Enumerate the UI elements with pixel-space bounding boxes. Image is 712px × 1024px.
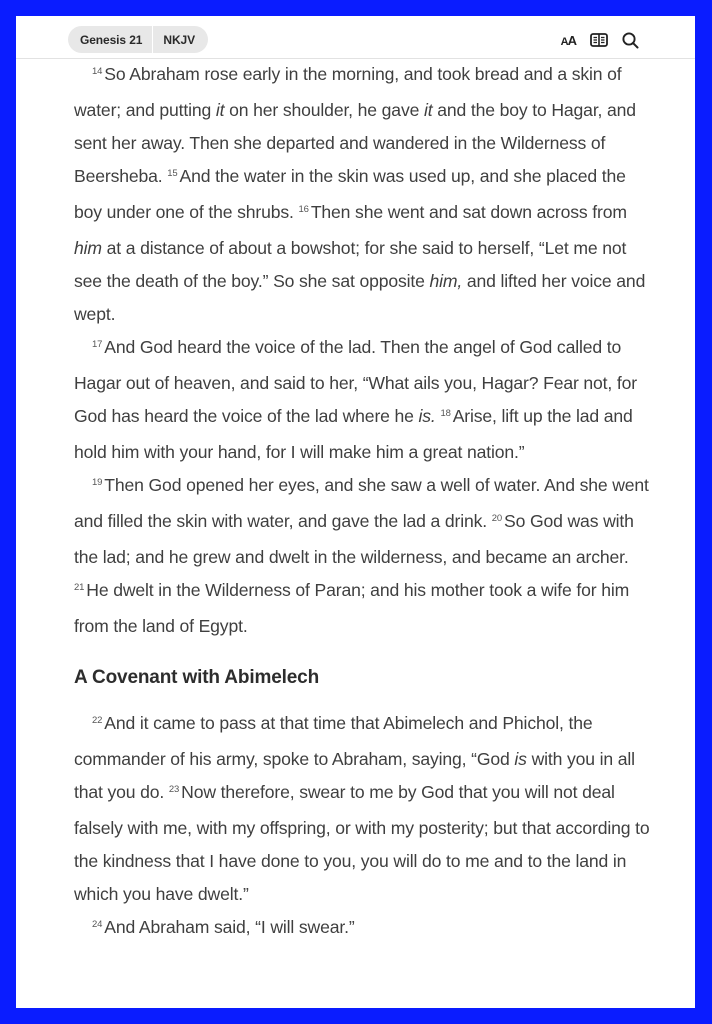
verse-number[interactable]: 19 [92, 477, 103, 488]
verse-paragraph [74, 469, 654, 643]
italic-supplied-word: him [74, 238, 102, 258]
verse-paragraph [74, 707, 654, 911]
italic-supplied-word: it [423, 100, 433, 120]
translation-button[interactable]: NKJV [152, 26, 208, 53]
verse-text[interactable]: And Abraham said, “I will swear.” [104, 917, 355, 937]
verse-paragraph [74, 58, 654, 331]
verse-text[interactable]: at a distance of about a bowshot; for she said to herself, “Let me not see the death of the boy.” So she sat opposite [74, 238, 627, 291]
verse-text[interactable]: and the boy to Hagar, and sent her away. Then she departed and wandered in the Wilderness of Beersheba. [74, 100, 636, 186]
verse-number[interactable]: 14 [92, 66, 103, 77]
paragraphs-after-heading [74, 707, 654, 947]
italic-supplied-word: is. [418, 406, 436, 426]
verse-text[interactable]: Arise, lift up the lad and hold him with your hand, for I will make him a great nation.” [74, 406, 633, 462]
reader-header [16, 16, 695, 59]
book-chapter-button[interactable]: Genesis 21 [80, 32, 143, 47]
verse-number[interactable]: 21 [74, 582, 85, 593]
verse-text[interactable]: Then she went and sat down across from [310, 202, 627, 222]
italic-supplied-word: it [215, 100, 225, 120]
verse-number[interactable]: 15 [167, 168, 178, 179]
passage-selector [68, 26, 208, 53]
verse-text[interactable]: Now therefore, swear to me by God that you will not deal falsely with me, with my offspring, or with my posterity; but that according to the kindness that I have done to you, you will do to me and to the land in which you have dwelt.” [74, 782, 650, 904]
paragraphs-before-heading [74, 58, 654, 643]
text-size-button[interactable] [561, 30, 576, 50]
passage-content [74, 58, 654, 947]
verse-text[interactable]: And the water in the skin was used up, and she placed the boy under one of the shrubs. [74, 166, 626, 222]
verse-number[interactable]: 18 [440, 408, 451, 419]
italic-supplied-word: is [514, 749, 527, 769]
search-icon [622, 32, 639, 49]
verse-number[interactable]: 16 [298, 204, 309, 215]
verse-paragraph [74, 331, 654, 469]
verse-number[interactable]: 23 [168, 784, 180, 795]
verse-text[interactable]: Then God opened her eyes, and she saw a well of water. And she went and filled the skin with water, and gave the lad a drink. [74, 475, 649, 531]
search-button[interactable] [622, 30, 639, 50]
verse-text[interactable]: And God heard the voice of the lad. Then the angel of God called to Hagar out of heaven, and said to her, “What ails you, Hagar? Fear not, for God has heard the voice of the lad where he [74, 337, 637, 426]
verse-text[interactable]: He dwelt in the Wilderness of Paran; and his mother took a wife for him from the land of Egypt. [74, 580, 630, 636]
book-open-icon [590, 33, 608, 47]
reader-screen [16, 16, 695, 1008]
section-heading: A Covenant with Abimelech [74, 667, 320, 688]
verse-paragraph [74, 911, 654, 947]
verse-number[interactable]: 20 [491, 513, 502, 524]
verse-text[interactable]: with you in all that you do. [74, 749, 635, 802]
verse-text[interactable]: on her shoulder, he gave [224, 100, 424, 120]
verse-text[interactable]: And it came to pass at that time that Abimelech and Phichol, the commander of his army, spoke to Abraham, saying, “God [74, 713, 593, 769]
parallel-view-button[interactable] [590, 30, 608, 50]
verse-number[interactable]: 24 [92, 919, 103, 930]
verse-number[interactable]: 17 [92, 339, 103, 350]
header-tools [561, 30, 639, 50]
verse-text[interactable]: and lifted her voice and wept. [74, 271, 646, 324]
italic-supplied-word: him, [429, 271, 463, 291]
text-size-icon: AA [560, 32, 576, 48]
verse-text[interactable]: So God was with the lad; and he grew and dwelt in the wilderness, and became an archer. [74, 511, 634, 567]
verse-text[interactable]: So Abraham rose early in the morning, and took bread and a skin of water; and putting [74, 64, 622, 120]
verse-number[interactable]: 22 [92, 715, 103, 726]
